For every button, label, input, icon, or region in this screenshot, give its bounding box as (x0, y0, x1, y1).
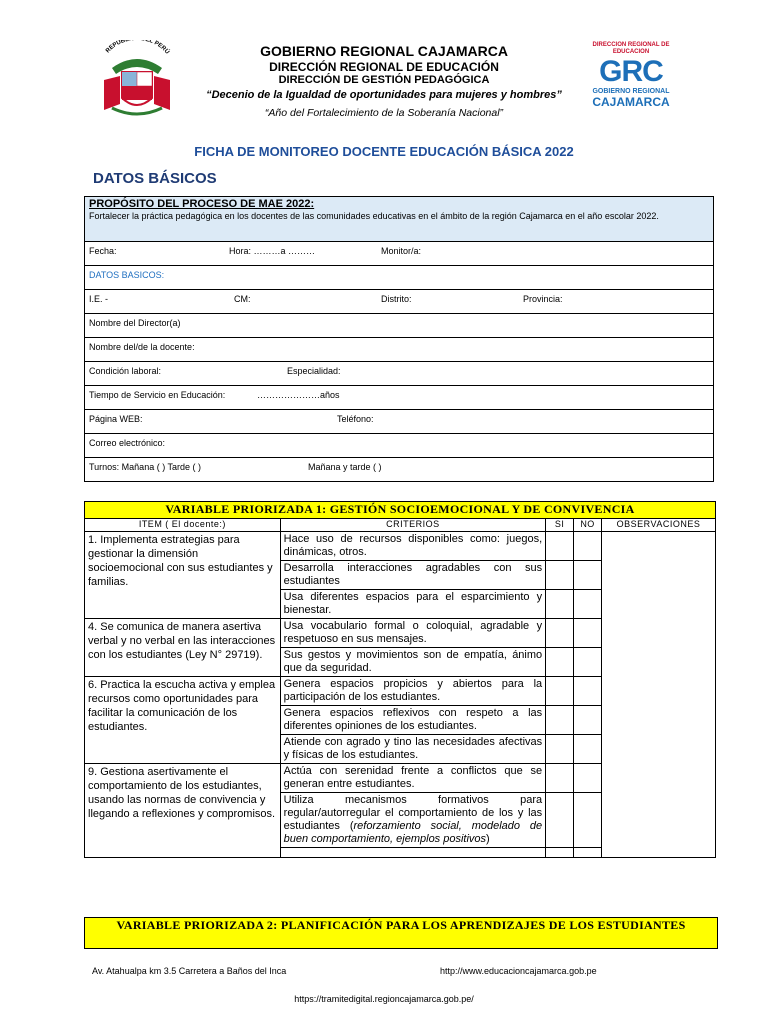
section-title: DATOS BÁSICOS (93, 170, 217, 187)
si-checkbox[interactable] (546, 706, 574, 735)
si-checkbox[interactable] (546, 532, 574, 561)
correo-label: Correo electrónico: (89, 438, 166, 448)
logo-arc-text: REPÚBL EL PERÚ (105, 40, 170, 56)
ie-row[interactable] (85, 290, 714, 314)
variable-2-title: VARIABLE PRIORIZADA 2: PLANIFICACIÓN PARA LOS APRENDIZAJES DE LOS ESTUDIANTES (84, 917, 718, 949)
si-checkbox[interactable] (546, 561, 574, 590)
criterio-1-2: Desarrolla interacciones agradables con sus estudiantes (280, 561, 546, 590)
proposito-text: Fortalecer la práctica pedagógica en los docentes de las comunidades educativas en el ámbito de la región Cajamarca en el año escolar 2022. (89, 211, 659, 221)
si-checkbox[interactable] (546, 735, 574, 764)
datos-basicos-table (84, 196, 714, 482)
criterio-4-2: Sus gestos y movimientos son de empatía, ánimo que da seguridad. (280, 648, 546, 677)
turno-manana-tarde-label: Mañana y tarde ( ) (308, 462, 382, 472)
si-checkbox[interactable] (546, 848, 574, 858)
turnos-row[interactable] (85, 458, 714, 482)
telefono-label: Teléfono: (337, 414, 374, 424)
no-checkbox[interactable] (574, 561, 602, 590)
form-title: FICHA DE MONITOREO DOCENTE EDUCACIÓN BÁSICA 2022 (194, 144, 574, 159)
no-checkbox[interactable] (574, 648, 602, 677)
turnos-label: Turnos: Mañana ( ) Tarde ( ) (89, 462, 202, 472)
web-row[interactable] (85, 410, 714, 434)
si-checkbox[interactable] (546, 677, 574, 706)
variable-1-table (84, 501, 716, 858)
col-observaciones-header: OBSERVACIONES (602, 519, 716, 532)
footer-address: Av. Atahualpa km 3.5 Carretera a Baños del Inca (92, 966, 287, 976)
criterio-9-2-italic: reforzamiento social, modelado de buen comportamiento, ejemplos positivos (283, 820, 543, 845)
criterio-1-3: Usa diferentes espacios para el esparcimiento y bienestar. (280, 590, 546, 619)
grc-logo-bottom-text1: GOBIERNO REGIONAL (592, 88, 670, 95)
web-label: Página WEB: (89, 414, 143, 424)
si-checkbox[interactable] (546, 590, 574, 619)
distrito-label: Distrito: (381, 294, 412, 304)
criterio-6-3: Atiende con agrado y tino las necesidades afectivas y físicas de los estudiantes. (280, 735, 546, 764)
criterio-4-1: Usa vocabulario formal o coloquial, agradable y respetuoso en sus mensajes. (280, 619, 546, 648)
criterio-9-2-end: ) (486, 833, 490, 845)
observaciones-cell[interactable] (602, 532, 716, 858)
si-checkbox[interactable] (546, 648, 574, 677)
criterio-6-1: Genera espacios propicios y abiertos para la participación de los estudiantes. (280, 677, 546, 706)
no-checkbox[interactable] (574, 677, 602, 706)
grc-logo-top-text: DIRECCION REGIONAL DE EDUCACION (592, 42, 670, 55)
criterio-1-1: Hace uso de recursos disponibles como: juegos, dinámicas, otros. (280, 532, 546, 561)
col-item-header: ITEM ( El docente:) (85, 519, 281, 532)
si-checkbox[interactable] (546, 619, 574, 648)
especialidad-label: Especialidad: (287, 366, 341, 376)
footer-tramite-link[interactable]: https://tramitedigital.regioncajamarca.gob.pe/ (294, 994, 474, 1004)
no-checkbox[interactable] (574, 532, 602, 561)
si-checkbox[interactable] (546, 764, 574, 793)
header-motto-1: “Decenio de la Igualdad de oportunidades para mujeres y hombres” (206, 89, 562, 101)
no-checkbox[interactable] (574, 619, 602, 648)
criterio-spacer (280, 848, 546, 858)
fecha-label: Fecha: (89, 246, 117, 256)
docente-row[interactable] (85, 338, 714, 362)
footer-website-link[interactable]: http://www.educacioncajamarca.gob.pe (440, 966, 597, 976)
col-si-header: SI (546, 519, 574, 532)
proposito-label: PROPÓSITO DEL PROCESO DE MAE 2022: (89, 198, 315, 210)
col-criterios-header: CRITERIOS (280, 519, 546, 532)
criterio-6-2: Genera espacios reflexivos con respeto a las diferentes opiniones de los estudiantes. (280, 706, 546, 735)
condicion-label: Condición laboral: (89, 366, 162, 376)
ie-label: I.E. - (89, 294, 109, 304)
docente-label: Nombre del/de la docente: (89, 342, 195, 352)
criterio-9-2-text: Utiliza mecanismos formativos para regular/autorregular el comportamiento de los y las estudiantes ( (283, 794, 543, 832)
fecha-row[interactable] (85, 242, 714, 266)
no-checkbox[interactable] (574, 706, 602, 735)
no-checkbox[interactable] (574, 793, 602, 848)
col-no-header: NO (574, 519, 602, 532)
proposito-cell (85, 197, 714, 242)
grc-logo-mark: GRC (599, 55, 663, 88)
no-checkbox[interactable] (574, 590, 602, 619)
item-9: 9. Gestiona asertivamente el comportamiento de los estudiantes, usando las normas de convivencia y llegando a reflexiones y compromisos. (85, 764, 281, 858)
criterio-9-2 (280, 793, 546, 848)
item-6: 6. Practica la escucha activa y emplea recursos como oportunidades para facilitar la comunicación de los estudiantes. (85, 677, 281, 764)
criterio-9-1: Actúa con serenidad frente a conflictos que se generan entre estudiantes. (280, 764, 546, 793)
header-subtitle-2: DIRECCIÓN DE GESTIÓN PEDAGÓGICA (278, 74, 490, 86)
monitor-label: Monitor/a: (381, 246, 422, 256)
correo-row[interactable] (85, 434, 714, 458)
si-checkbox[interactable] (546, 793, 574, 848)
grc-logo-bottom-text2: CAJAMARCA (592, 95, 670, 109)
director-label: Nombre del Director(a) (89, 318, 181, 328)
no-checkbox[interactable] (574, 848, 602, 858)
condicion-row[interactable] (85, 362, 714, 386)
header-title: GOBIERNO REGIONAL CAJAMARCA (260, 43, 508, 59)
provincia-label: Provincia: (523, 294, 563, 304)
header-motto-2: “Año del Fortalecimiento de la Soberanía Nacional” (264, 107, 504, 119)
datos-basicos-label: DATOS BASICOS: (89, 270, 165, 280)
proposito-row (85, 197, 714, 242)
cm-label: CM: (234, 294, 251, 304)
no-checkbox[interactable] (574, 735, 602, 764)
variable-1-title: VARIABLE PRIORIZADA 1: GESTIÓN SOCIOEMOCIONAL Y DE CONVIVENCIA (85, 502, 716, 519)
hora-label: Hora: ………a ……… (229, 246, 316, 256)
datos-basicos-row (85, 266, 714, 290)
tiempo-label: Tiempo de Servicio en Educación: (89, 390, 226, 400)
item-1: 1. Implementa estrategias para gestionar la dimensión socioemocional con sus estudiantes y familias. (85, 532, 281, 619)
director-row[interactable] (85, 314, 714, 338)
header-subtitle-1: DIRECCIÓN REGIONAL DE EDUCACIÓN (269, 60, 499, 74)
tiempo-row[interactable] (85, 386, 714, 410)
no-checkbox[interactable] (574, 764, 602, 793)
item-4: 4. Se comunica de manera asertiva verbal y no verbal en las interacciones con los estudiantes (Ley N° 29719). (85, 619, 281, 677)
tiempo-value: …………………años (257, 390, 340, 400)
